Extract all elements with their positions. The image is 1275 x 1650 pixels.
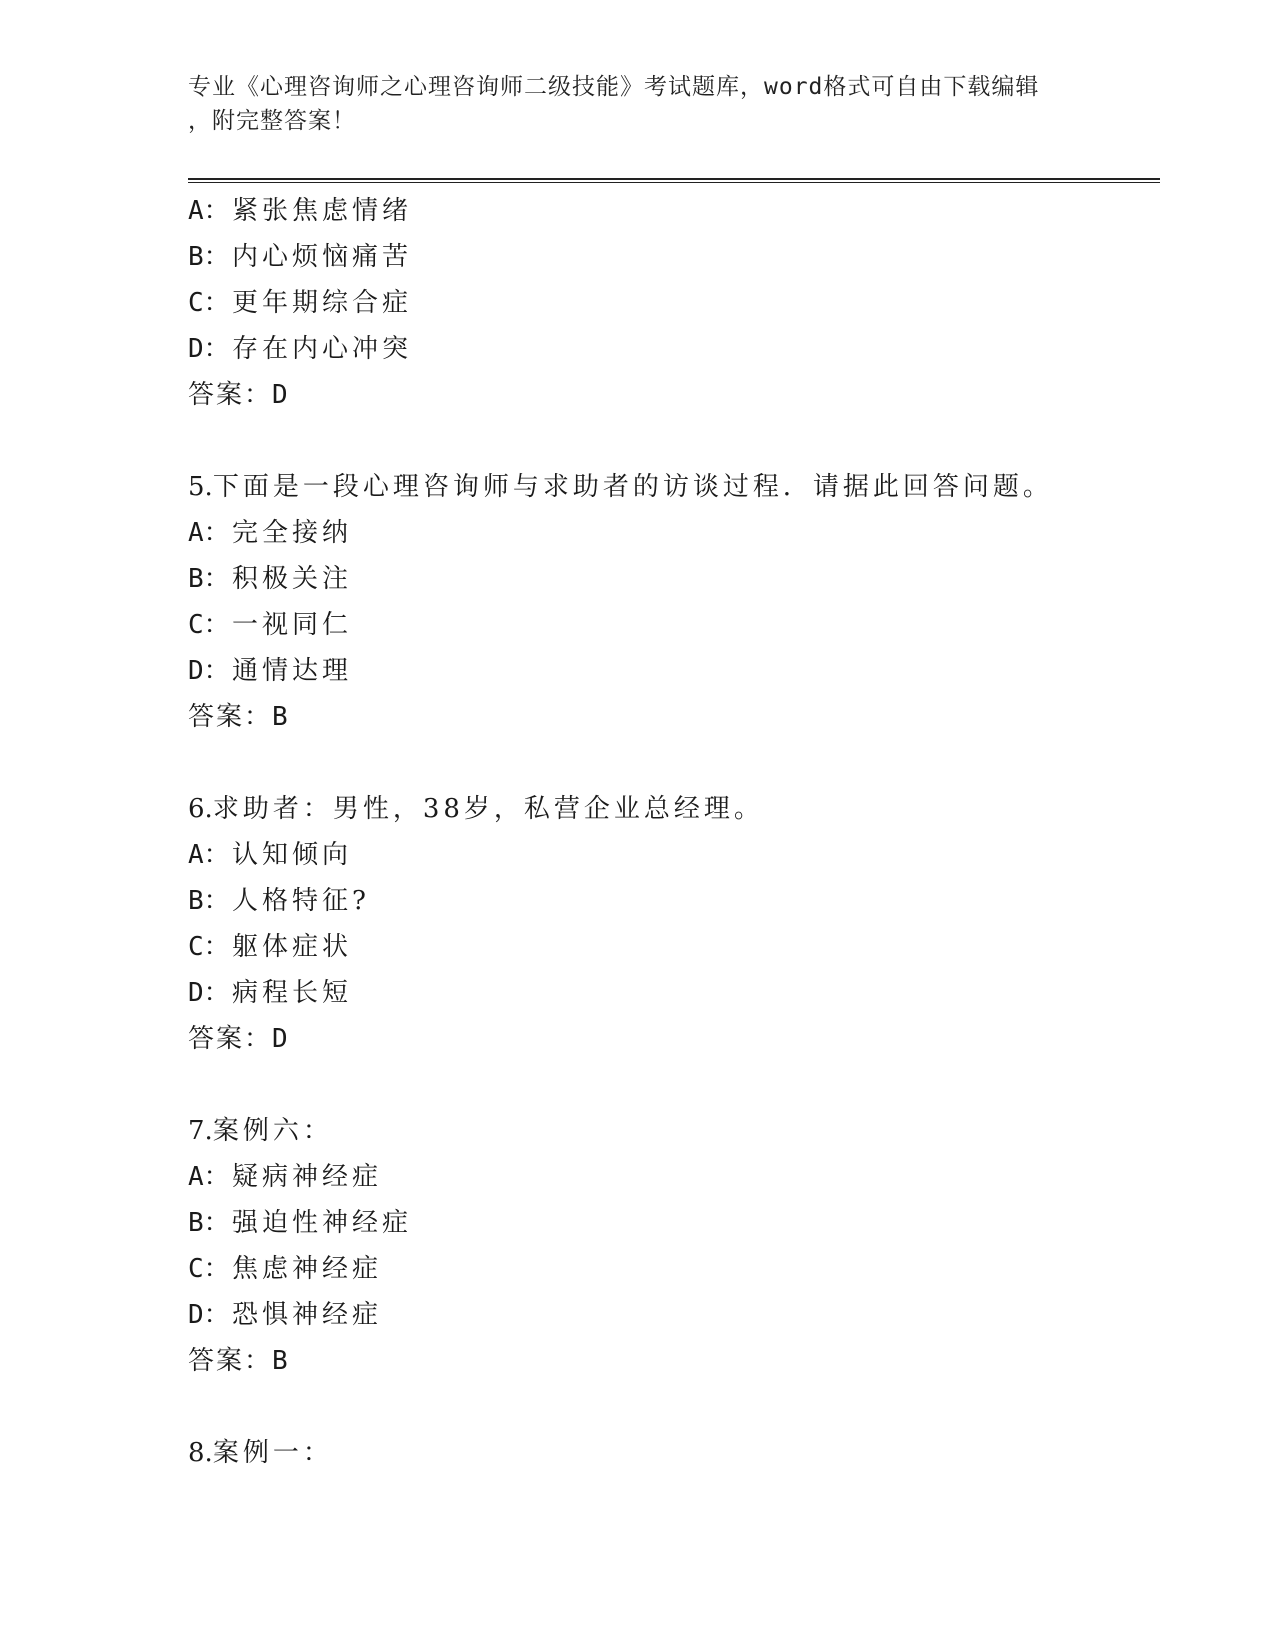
option-line — [188, 234, 1148, 280]
option-letter: A： — [188, 840, 230, 870]
option-line — [188, 326, 1148, 372]
option-line — [188, 924, 1148, 970]
answer-label: 答案： — [188, 380, 273, 410]
spacer — [188, 740, 1148, 786]
option-letter: A： — [188, 518, 230, 548]
option-line — [188, 556, 1148, 602]
option-text: 疑病神经症 — [232, 1162, 383, 1192]
option-letter: A： — [188, 1162, 230, 1192]
option-text: 存在内心冲突 — [232, 334, 413, 364]
answer-line — [188, 372, 1148, 418]
question-line — [188, 786, 1148, 832]
option-line — [188, 970, 1148, 1016]
header-line-2: ，附完整答案！ — [188, 108, 356, 134]
option-line — [188, 280, 1148, 326]
option-text: 内心烦恼痛苦 — [232, 242, 413, 272]
option-text: 通情达理 — [232, 656, 353, 686]
answer-label: 答案： — [188, 1346, 273, 1376]
question-number: 7. — [188, 1116, 213, 1146]
option-letter: B： — [188, 242, 230, 272]
option-text: 焦虑神经症 — [232, 1254, 383, 1284]
question-text: 案例六： — [212, 1116, 333, 1146]
header-line-1 — [188, 70, 1068, 104]
spacer — [188, 1062, 1148, 1108]
option-letter: D： — [188, 656, 230, 686]
spacer — [188, 418, 1148, 464]
question-block — [188, 1430, 1148, 1476]
option-line — [188, 1154, 1148, 1200]
option-text: 强迫性神经症 — [232, 1208, 413, 1238]
option-text: 完全接纳 — [232, 518, 353, 548]
question-line — [188, 1430, 1148, 1476]
header-text-word: word — [764, 74, 824, 100]
question-line — [188, 464, 1148, 510]
option-text: 积极关注 — [232, 564, 353, 594]
option-line — [188, 648, 1148, 694]
answer-value: B — [272, 1346, 290, 1376]
answer-label: 答案： — [188, 1024, 273, 1054]
option-letter: C： — [188, 1254, 230, 1284]
question-block — [188, 188, 1148, 418]
option-letter: B： — [188, 886, 230, 916]
question-text: 求助者：男性，38岁，私营企业总经理。 — [212, 794, 764, 824]
header-divider — [188, 178, 1160, 183]
question-block — [188, 464, 1148, 740]
option-line — [188, 1246, 1148, 1292]
option-line — [188, 510, 1148, 556]
option-line — [188, 1292, 1148, 1338]
option-line — [188, 188, 1148, 234]
answer-line — [188, 1338, 1148, 1384]
option-line — [188, 602, 1148, 648]
option-text: 恐惧神经症 — [232, 1300, 383, 1330]
option-text: 更年期综合症 — [232, 288, 413, 318]
header-text-pre: 专业《心理咨询师之心理咨询师二级技能》考试题库， — [188, 74, 764, 100]
option-letter: B： — [188, 564, 230, 594]
option-text: 认知倾向 — [232, 840, 353, 870]
answer-value: D — [272, 380, 290, 410]
answer-line — [188, 694, 1148, 740]
option-line — [188, 878, 1148, 924]
question-block — [188, 786, 1148, 1062]
option-letter: D： — [188, 334, 230, 364]
option-text: 躯体症状 — [232, 932, 353, 962]
answer-label: 答案： — [188, 702, 273, 732]
option-letter: C： — [188, 932, 230, 962]
option-letter: D： — [188, 1300, 230, 1330]
answer-value: B — [272, 702, 290, 732]
question-block — [188, 1108, 1148, 1384]
option-line — [188, 1200, 1148, 1246]
question-line — [188, 1108, 1148, 1154]
question-list — [188, 188, 1148, 1476]
option-letter: C： — [188, 610, 230, 640]
option-line — [188, 832, 1148, 878]
question-text: 案例一： — [212, 1438, 333, 1468]
option-text: 紧张焦虑情绪 — [232, 196, 413, 226]
option-text: 病程长短 — [232, 978, 353, 1008]
question-number: 8. — [188, 1438, 213, 1468]
answer-line — [188, 1016, 1148, 1062]
option-letter: A： — [188, 196, 230, 226]
answer-value: D — [272, 1024, 290, 1054]
question-number: 5. — [188, 472, 213, 502]
option-text: 一视同仁 — [232, 610, 353, 640]
spacer — [188, 1384, 1148, 1430]
option-letter: D： — [188, 978, 230, 1008]
option-letter: B： — [188, 1208, 230, 1238]
question-text: 下面是一段心理咨询师与求助者的访谈过程．请据此回答问题。 — [212, 472, 1053, 502]
question-number: 6. — [188, 794, 213, 824]
option-text: 人格特征? — [232, 886, 370, 916]
header-text-post: 格式可自由下载编辑 — [823, 74, 1040, 100]
option-letter: C： — [188, 288, 230, 318]
document-header — [188, 70, 1068, 138]
